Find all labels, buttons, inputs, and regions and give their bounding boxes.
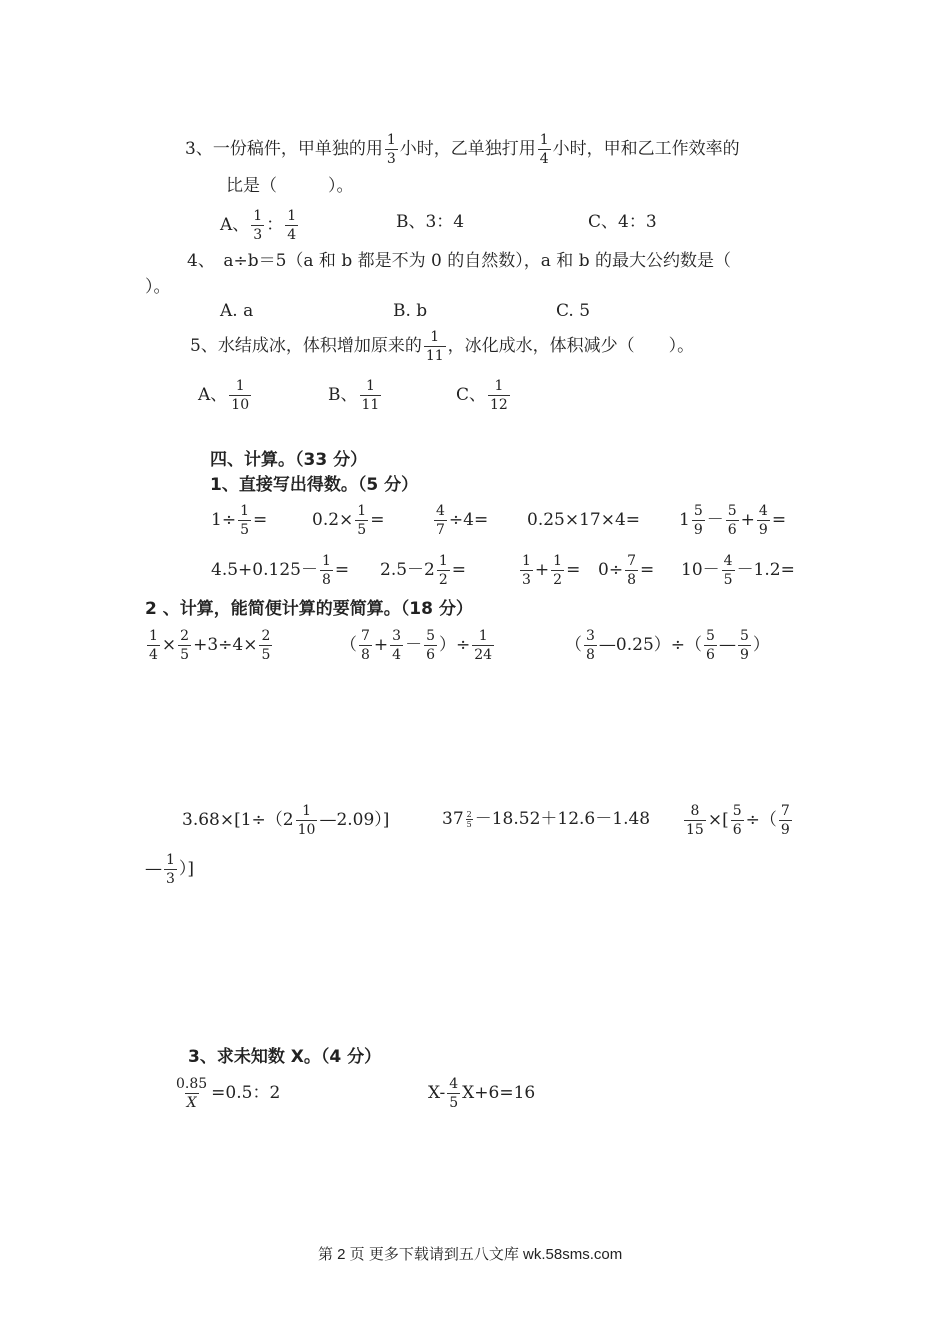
q3-option-b: B、3：4 bbox=[396, 212, 465, 232]
fraction bbox=[684, 803, 706, 838]
minus-sign: － bbox=[405, 635, 423, 656]
denominator: 8 bbox=[321, 572, 331, 589]
paren-open: （ bbox=[565, 635, 582, 656]
expr-text: X- bbox=[428, 1083, 446, 1104]
denominator: 11 bbox=[425, 348, 444, 365]
q4-option-c: C. 5 bbox=[556, 301, 591, 321]
numerator: 2 bbox=[466, 810, 472, 819]
fraction bbox=[472, 628, 494, 663]
numerator: 1 bbox=[166, 852, 175, 868]
expr-text: ）÷ bbox=[439, 635, 471, 656]
numerator: 1 bbox=[478, 628, 488, 644]
direct-calc-3 bbox=[432, 503, 488, 538]
q5-text-b: ，冰化成水，体积减少（ ）。 bbox=[447, 336, 695, 357]
denominator: X bbox=[186, 1095, 197, 1112]
fraction bbox=[390, 628, 403, 663]
denominator: 3 bbox=[253, 227, 263, 244]
numerator: 1 bbox=[235, 378, 245, 394]
page-footer: 第 2 页 更多下载请到五八文库 wk.58sms.com bbox=[318, 1246, 623, 1263]
numerator: 1 bbox=[287, 208, 297, 224]
q4-line2: ）。 bbox=[145, 277, 171, 297]
equals: = bbox=[771, 510, 787, 531]
expr-text: =0.5：2 bbox=[211, 1083, 281, 1104]
fraction bbox=[285, 208, 298, 243]
direct-calc-5 bbox=[679, 503, 786, 538]
section-title: 四、计算。（33 分） bbox=[210, 450, 368, 470]
calc-3 bbox=[565, 628, 770, 663]
denominator: 4 bbox=[392, 647, 402, 664]
denominator: 9 bbox=[693, 522, 703, 539]
numerator: 1 bbox=[321, 553, 331, 569]
expr-text: －1.2= bbox=[736, 560, 795, 581]
direct-calc-9 bbox=[598, 553, 654, 588]
fraction bbox=[551, 553, 564, 588]
denominator: 11 bbox=[361, 397, 380, 414]
direct-calc-4: 0.25×17×4= bbox=[527, 510, 641, 530]
subsection-1-title: 1、直接写出得数。（5 分） bbox=[210, 475, 419, 495]
fraction bbox=[726, 503, 739, 538]
direct-calc-2 bbox=[312, 503, 384, 538]
plus-sign: + bbox=[534, 560, 550, 581]
q5-option-c bbox=[456, 378, 512, 413]
minus-sign: — bbox=[145, 859, 162, 880]
q5-option-b bbox=[328, 378, 383, 413]
fraction bbox=[164, 852, 177, 887]
q5-line1 bbox=[190, 329, 694, 364]
fraction bbox=[359, 628, 372, 663]
q3-text-b: 小时，乙单独打用 bbox=[399, 139, 536, 160]
expr-text: —0.25）÷（ bbox=[598, 635, 703, 656]
numerator: 4 bbox=[758, 503, 768, 519]
expr-text: ×[ bbox=[707, 810, 729, 831]
denominator: 3 bbox=[166, 871, 175, 888]
fraction bbox=[757, 503, 770, 538]
numerator: 1 bbox=[386, 132, 396, 148]
numerator: 5 bbox=[693, 503, 703, 519]
subsection-3-title: 3、求未知数 X。（4 分） bbox=[188, 1047, 382, 1067]
expr-text: 0÷ bbox=[598, 560, 624, 581]
denominator: 8 bbox=[361, 647, 370, 664]
equals: = bbox=[252, 510, 268, 531]
plus-sign: + bbox=[740, 510, 755, 531]
numerator: 2 bbox=[261, 628, 271, 644]
option-label: B、 bbox=[328, 385, 358, 406]
calc-4 bbox=[182, 803, 389, 838]
numerator: 4 bbox=[723, 553, 733, 569]
q3-text-c: 小时，甲和乙工作效率的 bbox=[552, 139, 740, 160]
minus-sign: － bbox=[706, 510, 724, 531]
expr-text: +3÷4× bbox=[193, 635, 258, 656]
fraction bbox=[238, 503, 251, 538]
numerator: 1 bbox=[149, 628, 158, 644]
calc-6-continued bbox=[145, 852, 194, 887]
whole-number: 1 bbox=[679, 510, 690, 531]
fraction bbox=[692, 503, 705, 538]
denominator: 15 bbox=[686, 822, 704, 839]
q3-option-a bbox=[220, 208, 300, 243]
expr-text: X+6=16 bbox=[462, 1083, 536, 1104]
numerator: 5 bbox=[732, 803, 742, 819]
numerator: 8 bbox=[690, 803, 700, 819]
numerator: 1 bbox=[430, 329, 440, 345]
denominator: 5 bbox=[261, 647, 271, 664]
denominator: 5 bbox=[357, 522, 367, 539]
fraction bbox=[434, 503, 447, 538]
numerator: 7 bbox=[780, 803, 790, 819]
denominator: 5 bbox=[180, 647, 190, 664]
numerator: 5 bbox=[426, 628, 436, 644]
denominator: 8 bbox=[586, 647, 595, 664]
denominator: 5 bbox=[240, 522, 249, 539]
denominator: 6 bbox=[706, 647, 715, 664]
paren-open: （ bbox=[340, 635, 357, 656]
denominator: 3 bbox=[386, 151, 396, 168]
fraction bbox=[424, 628, 437, 663]
q3-text-a: 3、一份稿件，甲单独的用 bbox=[185, 139, 383, 160]
q3-fraction-1 bbox=[385, 132, 398, 167]
fraction bbox=[488, 378, 510, 413]
times-sign: × bbox=[161, 635, 177, 656]
numerator: 4 bbox=[449, 1076, 459, 1092]
denominator: 3 bbox=[522, 572, 531, 589]
fraction bbox=[704, 628, 717, 663]
expr-text: ÷（ bbox=[745, 810, 777, 831]
fraction bbox=[259, 628, 272, 663]
equals: = bbox=[334, 560, 350, 581]
fraction bbox=[731, 803, 744, 838]
calc-2 bbox=[340, 628, 496, 663]
numerator: 7 bbox=[627, 553, 636, 569]
fraction bbox=[625, 553, 638, 588]
q5-text-a: 5、水结成冰，体积增加原来的 bbox=[190, 336, 422, 357]
numerator: 3 bbox=[586, 628, 595, 644]
fraction bbox=[147, 628, 160, 663]
denominator: 10 bbox=[297, 822, 316, 839]
numerator: 3 bbox=[392, 628, 402, 644]
expr-text: 10－ bbox=[681, 560, 720, 581]
denominator: 9 bbox=[758, 522, 768, 539]
q4-option-b: B. b bbox=[393, 301, 428, 321]
q4-line1: 4、 a÷b＝5（a 和 b 都是不为 0 的自然数），a 和 b 的最大公约数是（ bbox=[187, 251, 731, 271]
plus-sign: + bbox=[373, 635, 389, 656]
fraction bbox=[296, 803, 318, 838]
direct-calc-1 bbox=[211, 503, 267, 538]
expr-text: 1÷ bbox=[211, 510, 237, 531]
numerator: 5 bbox=[727, 503, 737, 519]
numerator: 5 bbox=[739, 628, 749, 644]
denominator: 2 bbox=[438, 572, 448, 589]
q5-fraction bbox=[424, 329, 446, 364]
q5-option-a bbox=[198, 378, 253, 413]
denominator: 12 bbox=[490, 397, 508, 414]
q3-line1 bbox=[185, 132, 740, 167]
fraction bbox=[229, 378, 251, 413]
expr-text: －18.52＋12.6－1.48 bbox=[474, 809, 651, 830]
numerator: 7 bbox=[361, 628, 370, 644]
denominator: 2 bbox=[553, 572, 563, 589]
numerator: 2 bbox=[180, 628, 190, 644]
numerator: 1 bbox=[494, 378, 504, 394]
denominator: 7 bbox=[436, 522, 445, 539]
denominator: 8 bbox=[627, 572, 636, 589]
numerator: 1 bbox=[365, 378, 375, 394]
fraction bbox=[722, 553, 735, 588]
expr-text: —2.09）] bbox=[319, 810, 390, 831]
expr-text: 0.2× bbox=[312, 510, 354, 531]
q3-option-c: C、4：3 bbox=[588, 212, 657, 232]
fraction bbox=[738, 628, 751, 663]
fraction bbox=[320, 553, 333, 588]
option-label: C、 bbox=[456, 385, 487, 406]
denominator: 4 bbox=[539, 151, 549, 168]
numerator: 1 bbox=[553, 553, 563, 569]
numerator: 1 bbox=[357, 503, 367, 519]
equals: = bbox=[566, 560, 581, 581]
numerator: 1 bbox=[522, 553, 531, 569]
fraction bbox=[355, 503, 368, 538]
q4-option-a: A. a bbox=[220, 301, 254, 321]
numerator: 5 bbox=[706, 628, 715, 644]
fraction bbox=[251, 208, 264, 243]
equals: = bbox=[639, 560, 655, 581]
denominator: 4 bbox=[149, 647, 158, 664]
fraction bbox=[174, 1076, 209, 1111]
calc-5 bbox=[442, 810, 650, 829]
fraction bbox=[437, 553, 450, 588]
equals: = bbox=[370, 510, 385, 531]
equation-1 bbox=[172, 1076, 280, 1111]
numerator: 1 bbox=[253, 208, 263, 224]
fraction bbox=[779, 803, 792, 838]
direct-calc-6 bbox=[211, 553, 349, 588]
numerator: 1 bbox=[539, 132, 549, 148]
whole-number: 37 bbox=[442, 809, 464, 830]
q3-line2: 比是（ ）。 bbox=[226, 176, 354, 196]
option-label: A、 bbox=[198, 385, 228, 406]
fraction bbox=[584, 628, 597, 663]
denominator: 6 bbox=[727, 522, 737, 539]
calc-6 bbox=[682, 803, 794, 838]
numerator: 1 bbox=[302, 803, 311, 819]
fraction bbox=[520, 553, 533, 588]
expr-text: ÷4= bbox=[448, 510, 489, 531]
numerator: 1 bbox=[240, 503, 249, 519]
expr-text: ）] bbox=[178, 859, 195, 880]
ratio-sign: ： bbox=[266, 215, 284, 236]
denominator: 24 bbox=[474, 647, 493, 664]
fraction bbox=[178, 628, 191, 663]
fraction bbox=[466, 810, 473, 829]
denominator: 10 bbox=[231, 397, 250, 414]
direct-calc-10 bbox=[681, 553, 795, 588]
denominator: 5 bbox=[449, 1095, 459, 1112]
denominator: 6 bbox=[732, 822, 742, 839]
expr-text: 4.5+0.125－ bbox=[211, 560, 318, 581]
denominator: 5 bbox=[723, 572, 733, 589]
equation-2 bbox=[428, 1076, 535, 1111]
denominator: 9 bbox=[739, 647, 749, 664]
direct-calc-7 bbox=[380, 553, 466, 588]
expr-text: 2.5－2 bbox=[380, 560, 435, 581]
option-label: A、 bbox=[220, 215, 250, 236]
denominator: 6 bbox=[426, 647, 436, 664]
direct-calc-8 bbox=[518, 553, 580, 588]
denominator: 4 bbox=[287, 227, 297, 244]
paren-close: ） bbox=[752, 635, 770, 656]
q3-fraction-2 bbox=[538, 132, 551, 167]
calc-1 bbox=[145, 628, 274, 663]
subsection-2-title: 2 、计算，能简便计算的要简算。（18 分） bbox=[145, 599, 473, 619]
numerator: 4 bbox=[436, 503, 445, 519]
equals: = bbox=[451, 560, 467, 581]
denominator: 5 bbox=[466, 820, 472, 830]
minus-sign: — bbox=[718, 635, 736, 656]
numerator: 0.85 bbox=[176, 1076, 208, 1092]
fraction bbox=[360, 378, 382, 413]
fraction bbox=[447, 1076, 460, 1111]
denominator: 9 bbox=[780, 822, 790, 839]
expr-text: 3.68×[1÷（2 bbox=[182, 810, 294, 831]
numerator: 1 bbox=[438, 553, 448, 569]
